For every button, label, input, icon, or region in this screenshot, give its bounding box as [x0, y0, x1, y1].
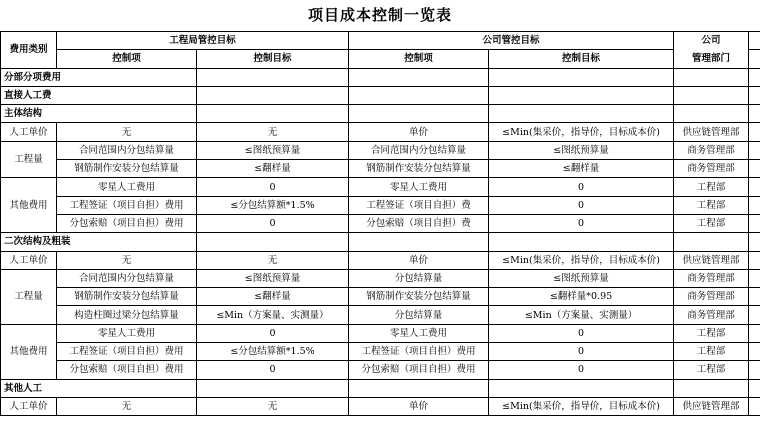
cell: 钢筋制作安装分包结算量 — [349, 288, 489, 306]
header-dept-line1: 公司 — [674, 32, 749, 50]
section-label: 主体结构 — [1, 105, 197, 123]
category-cell: 工程量 — [1, 269, 57, 324]
cell: 合同范围内分包结算量 — [57, 141, 197, 159]
category-cell: 人工单价 — [1, 397, 57, 415]
section-row — [1, 68, 760, 86]
cost-control-table — [0, 31, 760, 416]
cell: 钢筋制作安装分包结算量 — [57, 160, 197, 178]
cell: ≤Min（方案量、实测量） — [197, 306, 349, 324]
header-co-control-item: 控制项 — [349, 50, 489, 68]
header-engineering-group: 工程局管控目标 — [57, 32, 349, 50]
cell: 分包索赔（项目自担）费 — [349, 214, 489, 232]
section-row — [1, 379, 760, 397]
dept-cell: 商务管理部 — [674, 288, 749, 306]
section-label: 二次结构及粗装 — [1, 233, 197, 251]
category-cell: 人工单价 — [1, 251, 57, 269]
table-row — [1, 160, 760, 178]
cell: ≤图纸预算量 — [489, 141, 674, 159]
table-row — [1, 251, 760, 269]
cell: ≤图纸预算量 — [489, 269, 674, 287]
dept-cell: 供应链管理部 — [674, 397, 749, 415]
dept-cell: 工程部 — [674, 324, 749, 342]
cell: 0 — [489, 361, 674, 379]
cell: ≤翻样量 — [197, 288, 349, 306]
section-label: 直接人工费 — [1, 86, 197, 104]
cell: ≤图纸预算量 — [197, 269, 349, 287]
cell: 0 — [197, 214, 349, 232]
dept-cell: 工程部 — [674, 343, 749, 361]
cell: 合同范围内分包结算量 — [57, 269, 197, 287]
header-eng-control-item: 控制项 — [57, 50, 197, 68]
cell: 分包结算量 — [349, 269, 489, 287]
dept-cell: 商务管理部 — [674, 306, 749, 324]
cell: ≤Min(集采价，指导价，目标成本价) — [489, 123, 674, 141]
cell: 工程签证（项目自担）费用 — [57, 343, 197, 361]
cell: 工程签证（项目自担）费用 — [349, 343, 489, 361]
page-title: 项目成本控制一览表 — [307, 6, 452, 24]
table-row — [1, 214, 760, 232]
dept-cell: 工程部 — [674, 196, 749, 214]
table-row — [1, 178, 760, 196]
cell: 无 — [57, 123, 197, 141]
section-label: 分部分项费用 — [1, 68, 197, 86]
cell: ≤分包结算额*1.5% — [197, 343, 349, 361]
table-row — [1, 141, 760, 159]
cell: ≤翻样量 — [489, 160, 674, 178]
table-row — [1, 343, 760, 361]
cell: 无 — [57, 251, 197, 269]
table-row — [1, 324, 760, 342]
cell: 单价 — [349, 397, 489, 415]
dept-cell: 供应链管理部 — [674, 123, 749, 141]
dept-cell: 商务管理部 — [674, 160, 749, 178]
cell: 分包索赔（项目自担）费用 — [349, 361, 489, 379]
cell: 零星人工费用 — [349, 324, 489, 342]
cell: ≤图纸预算量 — [197, 141, 349, 159]
category-cell: 人工单价 — [1, 123, 57, 141]
cell: 钢筋制作安装分包结算量 — [349, 160, 489, 178]
cell: 分包结算量 — [349, 306, 489, 324]
cell: 单价 — [349, 251, 489, 269]
cell: 无 — [197, 251, 349, 269]
table-row — [1, 306, 760, 324]
cell: 0 — [197, 324, 349, 342]
cell: ≤翻样量*0.95 — [489, 288, 674, 306]
cell: 分包索赔（项目自担）费用 — [57, 361, 197, 379]
cell: 钢筋制作安装分包结算量 — [57, 288, 197, 306]
table-row — [1, 123, 760, 141]
header-row-2 — [1, 50, 760, 68]
table-row — [1, 196, 760, 214]
cell: 合同范围内分包结算量 — [349, 141, 489, 159]
table-row — [1, 397, 760, 415]
dept-cell: 商务管理部 — [674, 141, 749, 159]
cell: ≤Min（方案量、实测量） — [489, 306, 674, 324]
header-dept-line2: 管理部门 — [674, 50, 749, 68]
section-label: 其他人工 — [1, 379, 197, 397]
cell: 0 — [489, 214, 674, 232]
header-row-1 — [1, 32, 760, 50]
cell: ≤翻样量 — [197, 160, 349, 178]
cell: 0 — [197, 178, 349, 196]
section-row — [1, 233, 760, 251]
cell: 0 — [489, 178, 674, 196]
cell: 工程签证（项目自担）费 — [349, 196, 489, 214]
cell: 工程签证（项目自担）费用 — [57, 196, 197, 214]
cell: 零星人工费用 — [349, 178, 489, 196]
dept-cell: 工程部 — [674, 361, 749, 379]
section-row — [1, 86, 760, 104]
table-row — [1, 269, 760, 287]
header-company-group: 公司管控目标 — [349, 32, 674, 50]
cell: 0 — [489, 343, 674, 361]
cell: 构造柱圈过梁分包结算量 — [57, 306, 197, 324]
cell: 无 — [57, 397, 197, 415]
dept-cell: 工程部 — [674, 214, 749, 232]
dept-cell: 工程部 — [674, 178, 749, 196]
category-cell: 工程量 — [1, 141, 57, 178]
cell: 单价 — [349, 123, 489, 141]
cell: 0 — [489, 324, 674, 342]
cell: ≤Min(集采价，指导价，目标成本价) — [489, 397, 674, 415]
category-cell: 其他费用 — [1, 324, 57, 379]
section-row — [1, 105, 760, 123]
cell: 无 — [197, 123, 349, 141]
table-row — [1, 288, 760, 306]
header-co-control-target: 控制目标 — [489, 50, 674, 68]
cell: ≤Min(集采价，指导价，目标成本价) — [489, 251, 674, 269]
table-row — [1, 361, 760, 379]
header-eng-control-target: 控制目标 — [197, 50, 349, 68]
dept-cell: 商务管理部 — [674, 269, 749, 287]
cell: 零星人工费用 — [57, 178, 197, 196]
cell: 分包索赔（项目自担）费用 — [57, 214, 197, 232]
dept-cell: 供应链管理部 — [674, 251, 749, 269]
cell: 0 — [197, 361, 349, 379]
header-fee-category: 费用类别 — [1, 32, 57, 69]
cell: 零星人工费用 — [57, 324, 197, 342]
cell: 无 — [197, 397, 349, 415]
category-cell: 其他费用 — [1, 178, 57, 233]
cell: 0 — [489, 196, 674, 214]
cell: ≤分包结算额*1.5% — [197, 196, 349, 214]
